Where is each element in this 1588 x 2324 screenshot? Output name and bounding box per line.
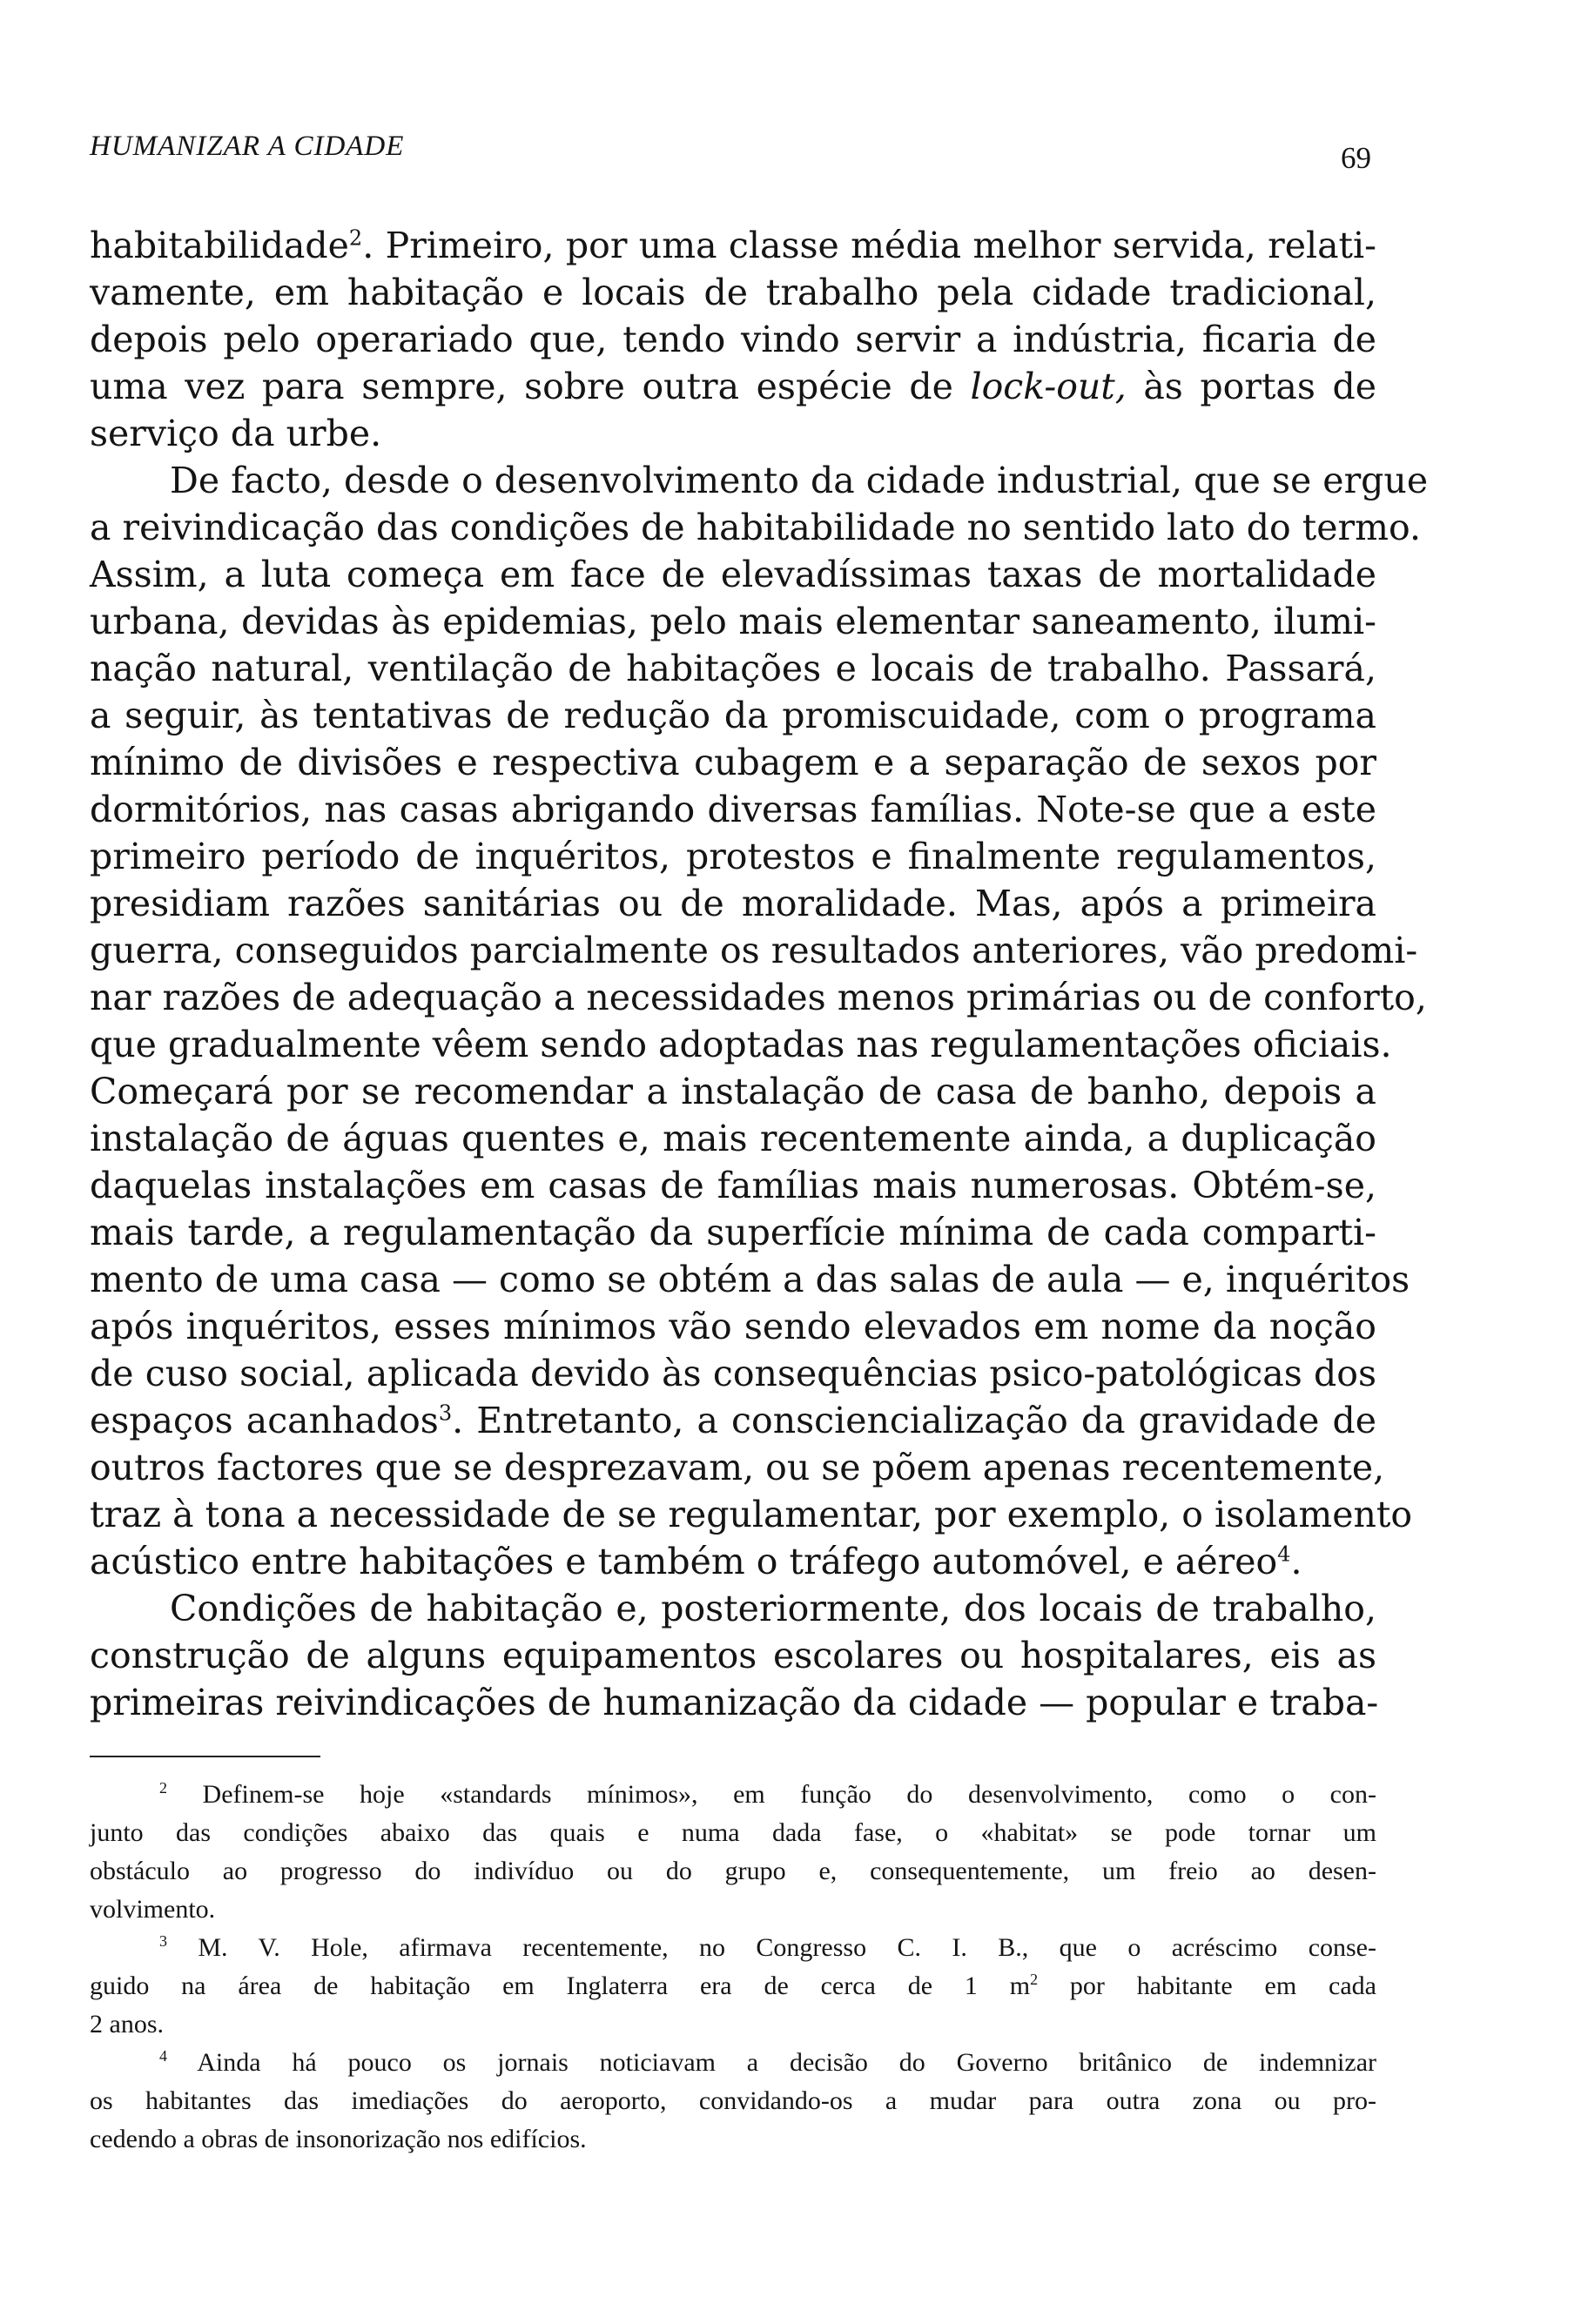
text-run: Assim, a luta começa em face de elevadíssimas taxas de mortalidade	[90, 554, 1376, 595]
text-line	[90, 1303, 1376, 1350]
text-line	[90, 739, 1376, 786]
text-run: presidiam razões sanitárias ou de moralidade. Mas, após a primeira	[90, 883, 1376, 924]
text-line	[90, 1585, 1376, 1632]
text-line	[90, 363, 1376, 410]
text-line	[90, 880, 1376, 927]
text-run: Condições de habitação e, posteriormente, dos locais de trabalho,	[170, 1588, 1376, 1629]
text-line	[90, 1350, 1376, 1397]
text-run: 2 anos.	[90, 2010, 164, 2039]
page-number: 69	[1341, 141, 1371, 175]
text-run: outros factores que se desprezavam, ou se põem apenas recentemente,	[90, 1447, 1385, 1488]
text-line	[90, 692, 1376, 739]
italic-term: lock-out,	[970, 366, 1127, 407]
text-run: Começará por se recomendar a instalação de casa de banho, depois a	[90, 1071, 1376, 1112]
footnotes	[90, 1776, 1376, 2159]
text-line	[90, 1679, 1379, 1726]
text-line	[90, 927, 1418, 974]
footnote-reference: 3	[438, 1400, 453, 1426]
text-line	[90, 1632, 1376, 1679]
footnote-reference: 2	[348, 225, 363, 251]
text-run: Definem-se hoje «standards mínimos», em função do desenvolvimento, como o con-	[167, 1780, 1376, 1809]
text-line	[90, 222, 1376, 269]
text-run: dormitórios, nas casas abrigando diversas famílias. Note-se que a este	[90, 789, 1376, 830]
running-title: HUMANIZAR A CIDADE	[90, 131, 405, 162]
footnote-reference: 3	[159, 1932, 167, 1950]
text-run: volvimento.	[90, 1895, 216, 1924]
text-run: guerra, conseguidos parcialmente os resultados anteriores, vão predomi-	[90, 930, 1418, 971]
footnote-reference: 4	[1277, 1541, 1291, 1567]
text-run: espaços acanhados	[90, 1400, 439, 1441]
text-run: traz à tona a necessidade de se regulamentar, por exemplo, o isolamento	[90, 1494, 1413, 1535]
footnote-line	[90, 2044, 1376, 2082]
text-run: mais tarde, a regulamentação da superfície mínima de cada comparti-	[90, 1212, 1376, 1253]
text-line	[90, 1444, 1385, 1491]
text-line	[90, 1162, 1376, 1209]
text-run: uma vez para sempre, sobre outra espécie de	[90, 366, 971, 407]
text-line	[90, 598, 1376, 645]
text-run: mento de uma casa — como se obtém a das salas de aula — e, inquéritos	[90, 1259, 1410, 1300]
text-run: junto das condições abaixo das quais e numa dada fase, o «habitat» se pode tornar um	[90, 1818, 1376, 1847]
text-line	[90, 269, 1376, 316]
text-run: . Primeiro, por uma classe média melhor servida, relati-	[362, 225, 1376, 266]
text-run: às portas de	[1126, 366, 1376, 407]
text-line	[90, 504, 1421, 551]
footnote-line	[90, 1852, 1376, 1891]
text-line	[90, 410, 1376, 457]
text-run: que gradualmente vêem sendo adoptadas nas regulamentações oficiais.	[90, 1024, 1392, 1065]
text-line	[90, 1538, 1376, 1585]
text-run: após inquéritos, esses mínimos vão sendo elevados em nome da noção	[90, 1306, 1376, 1347]
text-line	[90, 974, 1427, 1021]
body-text	[90, 222, 1429, 1726]
text-run: acústico entre habitações e também o tráfego automóvel, e aéreo	[90, 1541, 1278, 1582]
footnote-line	[90, 2082, 1376, 2120]
text-run: primeiro período de inquéritos, protestos e finalmente regulamentos,	[90, 836, 1376, 877]
text-run: urbana, devidas às epidemias, pelo mais elementar saneamento, ilumi-	[90, 601, 1376, 642]
text-run: instalação de águas quentes e, mais recentemente ainda, a duplicação	[90, 1118, 1376, 1159]
text-line	[90, 1021, 1392, 1068]
text-run: vamente, em habitação e locais de trabalho pela cidade tradicional,	[90, 272, 1376, 313]
text-run: obstáculo ao progresso do indivíduo ou do grupo e, consequentemente, um freio ao desen-	[90, 1857, 1376, 1885]
text-line	[90, 1256, 1410, 1303]
text-run: cedendo a obras de insonorização nos edifícios.	[90, 2125, 587, 2153]
text-run: serviço da urbe.	[90, 413, 382, 454]
text-run: a seguir, às tentativas de redução da promiscuidade, com o programa	[90, 695, 1376, 736]
text-run: a reivindicação das condições de habitabilidade no sentido lato do termo.	[90, 507, 1421, 548]
text-run: os habitantes das imediações do aeroporto, convidando-os a mudar para outra zona ou pro-	[90, 2086, 1376, 2115]
text-run: por habitante em cada	[1038, 1971, 1376, 2000]
text-run: M. V. Hole, afirmava recentemente, no Congresso C. I. B., que o acréscimo conse-	[167, 1933, 1376, 1962]
text-line	[90, 457, 1429, 504]
text-line	[90, 786, 1376, 833]
text-run: nação natural, ventilação de habitações e locais de trabalho. Passará,	[90, 648, 1376, 689]
text-line	[90, 833, 1376, 880]
text-run: .	[1290, 1541, 1302, 1582]
text-line	[90, 551, 1376, 598]
footnote-line	[90, 1814, 1376, 1852]
text-run: . Entretanto, a consciencialização da gravidade de	[452, 1400, 1376, 1441]
footnote-line	[90, 1967, 1376, 2005]
footnote-line	[90, 2120, 1376, 2159]
footnote-line	[90, 1891, 1376, 1929]
text-run: daquelas instalações em casas de famílias mais numerosas. Obtém-se,	[90, 1165, 1376, 1206]
text-run: de cuso social, aplicada devido às consequências psico-patológicas dos	[90, 1353, 1376, 1394]
text-line	[90, 316, 1376, 363]
text-run: construção de alguns equipamentos escolares ou hospitalares, eis as	[90, 1635, 1376, 1676]
text-line	[90, 1397, 1376, 1444]
footnote-reference: 4	[159, 2047, 167, 2065]
footnote-line	[90, 1776, 1376, 1814]
footnote-rule	[90, 1756, 320, 1757]
footnote-line	[90, 2005, 1376, 2044]
text-run: guido na área de habitação em Inglaterra era de cerca de 1 m	[90, 1971, 1031, 2000]
footnote-reference: 2	[159, 1779, 167, 1797]
text-line	[90, 1209, 1376, 1256]
footnote-reference: 2	[1030, 1971, 1039, 1988]
text-line	[90, 1115, 1376, 1162]
text-line	[90, 1068, 1376, 1115]
text-run: depois pelo operariado que, tendo vindo servir a indústria, ficaria de	[90, 319, 1376, 360]
footnote-line	[90, 1929, 1376, 1967]
text-run: primeiras reivindicações de humanização da cidade — popular e traba-	[90, 1682, 1379, 1723]
text-run: De facto, desde o desenvolvimento da cidade industrial, que se ergue	[170, 460, 1429, 501]
text-run: mínimo de divisões e respectiva cubagem e a separação de sexos por	[90, 742, 1376, 783]
text-line	[90, 645, 1376, 692]
text-line	[90, 1491, 1413, 1538]
text-run: habitabilidade	[90, 225, 349, 266]
text-run: nar razões de adequação a necessidades menos primárias ou de conforto,	[90, 977, 1427, 1018]
text-run: Ainda há pouco os jornais noticiavam a decisão do Governo britânico de indemnizar	[167, 2048, 1376, 2077]
